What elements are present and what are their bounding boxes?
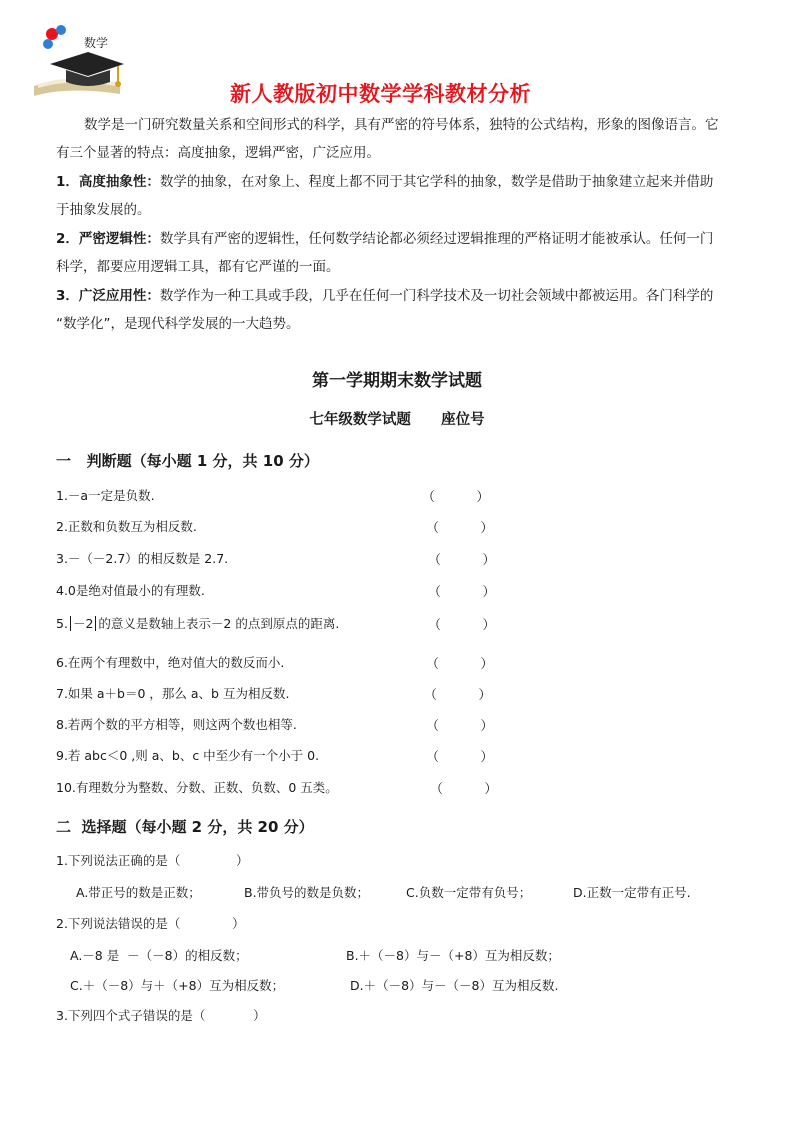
logo-label: 数学 xyxy=(84,36,109,50)
answer-paren-10[interactable]: （ ） xyxy=(430,782,498,797)
judge-q4: 4.0是绝对值最小的有理数. xyxy=(56,583,205,598)
exam-subtitle: 七年级数学试题 座位号 xyxy=(309,412,485,428)
answer-paren-5[interactable]: （ ） xyxy=(428,618,496,633)
point-3-text: 数学作为一种工具或手段，几乎在任何一门科学技术及一切社会领域中都被运用。各门科学的 xyxy=(159,288,714,304)
point-1-label: 1．高度抽象性： xyxy=(56,174,160,190)
intro-line-1: 数学是一门研究数量关系和空间形式的科学，具有严密的符号体系，独特的公式结构，形象的图像语言。它 xyxy=(84,117,719,133)
banner-title: 新人教版初中数学学科教材分析 xyxy=(230,82,531,106)
point-2-cont: 科学，都要应用逻辑工具，都有它严谨的一面。 xyxy=(56,259,340,275)
point-1-cont: 于抽象发展的。 xyxy=(56,202,151,218)
judge-q1: 1.－a一定是负数. xyxy=(56,488,155,503)
point-2-text: 数学具有严密的逻辑性，任何数学结论都必须经过逻辑推理的严格证明才能被承认。任何一门 xyxy=(159,231,714,247)
section-2-heading: 二 选择题（每小题 2 分，共 20 分） xyxy=(56,818,314,836)
choice-q2-option-c[interactable]: C.＋（－8）与＋（+8）互为相反数； xyxy=(70,978,285,993)
answer-paren-7[interactable]: （ ） xyxy=(424,688,492,703)
choice-q1-option-d[interactable]: D.正数一定带有正号. xyxy=(573,885,691,900)
abs-bar-left xyxy=(70,616,71,631)
point-1-text: 数学的抽象，在对象上、程度上都不同于其它学科的抽象，数学是借助于抽象建立起来并借助 xyxy=(159,174,714,190)
answer-paren-2[interactable]: （ ） xyxy=(426,521,494,536)
judge-q5-text: 的意义是数轴上表示－2 的点到原点的距离. xyxy=(98,616,340,631)
answer-paren-4[interactable]: （ ） xyxy=(428,585,496,600)
exam-title: 第一学期期末数学试题 xyxy=(312,371,482,391)
answer-paren-9[interactable]: （ ） xyxy=(426,750,494,765)
point-2-label: 2．严密逻辑性： xyxy=(56,231,160,247)
answer-paren-6[interactable]: （ ） xyxy=(426,657,494,672)
choice-q3-stem: 3.下列四个式子错误的是（ ） xyxy=(56,1008,266,1023)
judge-q9: 9.若 abc＜0 ,则 a、b、c 中至少有一个小于 0. xyxy=(56,748,320,763)
judge-q8: 8.若两个数的平方相等，则这两个数也相等. xyxy=(56,717,297,732)
judge-q10: 10.有理数分为整数、分数、正数、负数、0 五类。 xyxy=(56,780,338,795)
choice-q2-option-d[interactable]: D.＋（－8）与－（－8）互为相反数. xyxy=(350,978,559,993)
math-logo xyxy=(28,24,128,104)
point-3-cont: “数学化”，是现代科学发展的一大趋势。 xyxy=(56,316,300,332)
choice-q1-option-c[interactable]: C.负数一定带有负号； xyxy=(406,885,532,900)
answer-paren-3[interactable]: （ ） xyxy=(428,553,496,568)
choice-q2-stem: 2.下列说法错误的是（ ） xyxy=(56,916,245,931)
judge-q6: 6.在两个有理数中，绝对值大的数反而小. xyxy=(56,655,285,670)
point-2 xyxy=(56,229,713,249)
judge-q7: 7.如果 a＋b＝0 ，那么 a、b 互为相反数. xyxy=(56,686,290,701)
abs-bar-right xyxy=(95,616,96,631)
judge-q5-abs-value: －2 xyxy=(72,616,94,631)
point-3-label: 3．广泛应用性： xyxy=(56,288,160,304)
choice-q2-option-a[interactable]: A.－8 是 －（－8）的相反数； xyxy=(70,948,248,963)
point-3 xyxy=(56,286,713,306)
choice-q1-option-b[interactable]: B.带负号的数是负数； xyxy=(244,885,370,900)
choice-q1-option-a[interactable]: A.带正号的数是正数； xyxy=(76,885,201,900)
point-1 xyxy=(56,172,713,192)
choice-q1-stem: 1.下列说法正确的是（ ） xyxy=(56,853,249,868)
section-1-heading: 一 判断题（每小题 1 分，共 10 分） xyxy=(56,452,319,470)
intro-line-2: 有三个显著的特点：高度抽象，逻辑严密，广泛应用。 xyxy=(56,145,380,161)
answer-paren-1[interactable]: （ ） xyxy=(422,490,490,505)
judge-q2: 2.正数和负数互为相反数. xyxy=(56,519,197,534)
answer-paren-8[interactable]: （ ） xyxy=(426,719,494,734)
judge-q3: 3.－（－2.7）的相反数是 2.7. xyxy=(56,551,229,566)
choice-q2-option-b[interactable]: B.＋（－8）与－（+8）互为相反数； xyxy=(346,948,560,963)
judge-q5-number: 5. xyxy=(56,616,68,631)
judge-q5 xyxy=(56,614,339,632)
